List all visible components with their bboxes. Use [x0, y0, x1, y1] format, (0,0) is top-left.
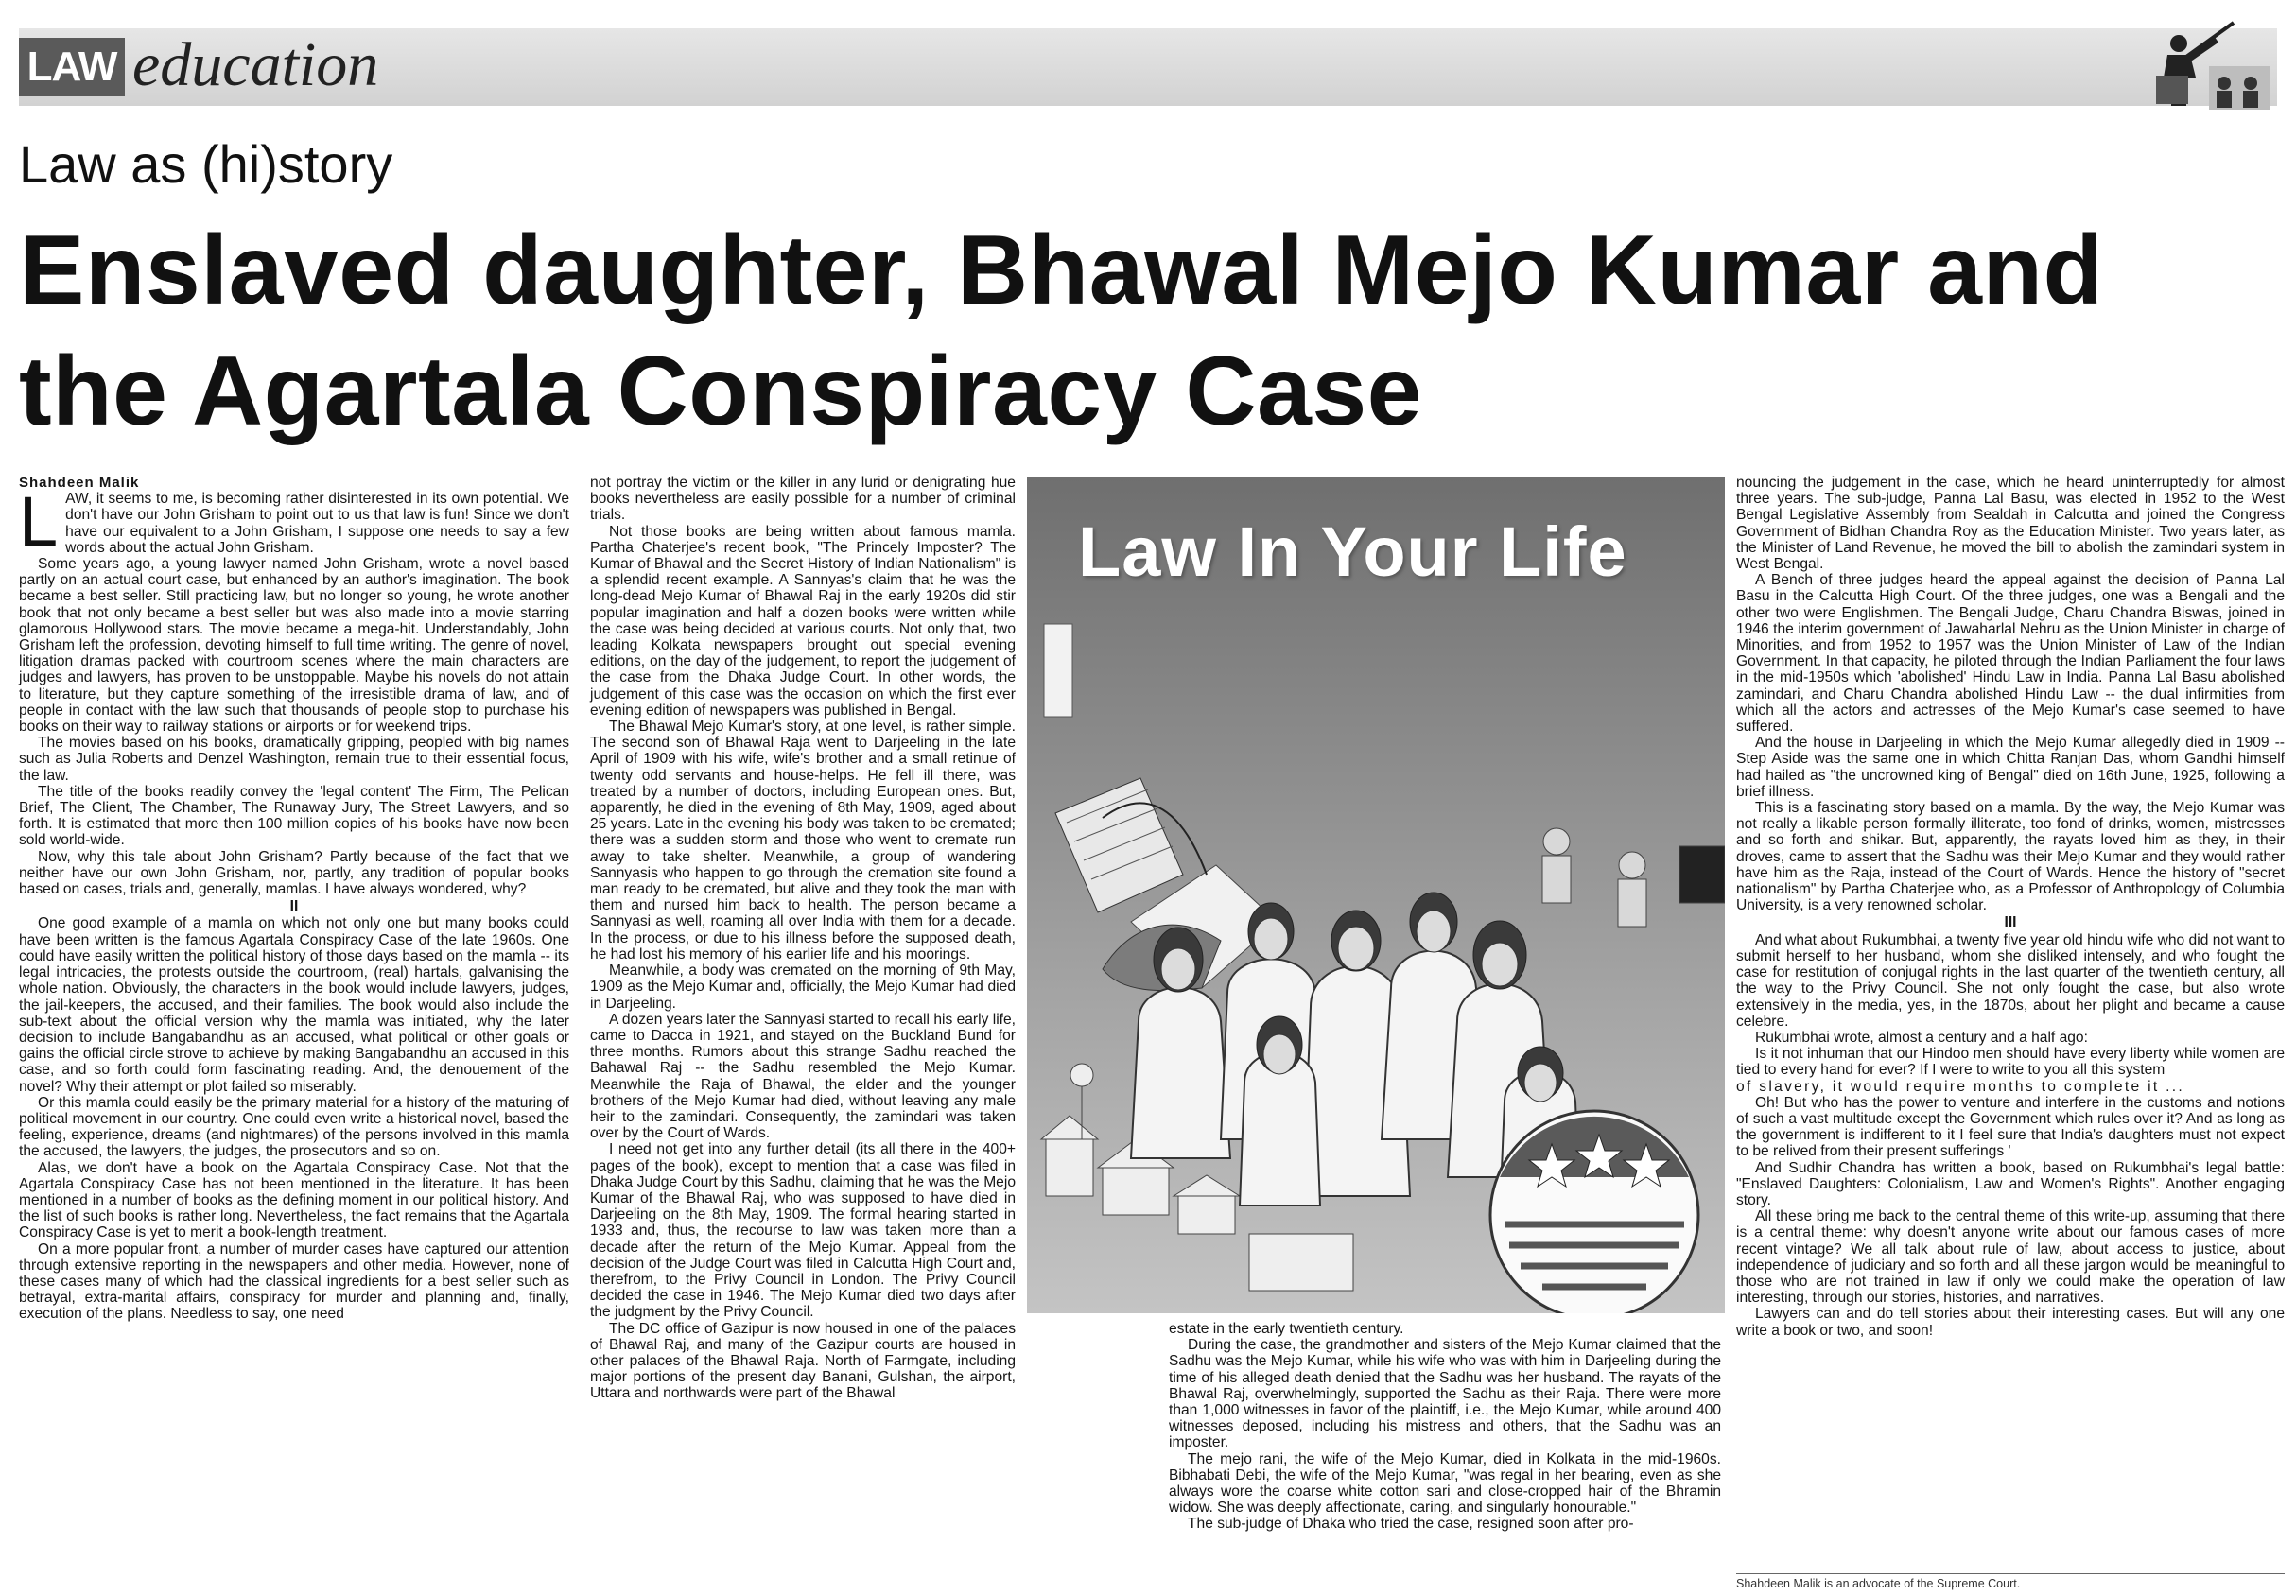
- quotation-paragraph: of slavery, it would require months to complete it ...: [1736, 1078, 2185, 1095]
- article-paragraph: A dozen years later the Sannyasi started to recall his early life, came to Dacca in 1921, and stayed on the Buckland Bund for three months. Rumors about this strange Sadhu reached the Bahawal Raj -- the Sadhu resembled the Mejo Kumar. Meanwhile the Raja of Bhawal, the elder and the younger brothers of the Mejo Kumar had died, without leaving any male heir to the zamindari. Consequently, the zamindari was taken over by the Court of Wards.: [590, 1011, 1016, 1142]
- illustration-law-in-your-life: [1027, 477, 1725, 1313]
- section-law-label: LAW: [19, 38, 125, 96]
- article-paragraph: The title of the books readily convey the 'legal content' The Firm, The Pelican Brief, The Client, The Chamber, The Runaway Jury, The Street Lawyers, and so forth. It is estimated that more then 100 million copies of his books have now been sold world-wide.: [19, 783, 569, 849]
- section-title: education: [132, 30, 379, 99]
- article-column-4: [1736, 475, 2285, 1339]
- article-paragraph: The mejo rani, the wife of the Mejo Kumar, died in Kolkata in the mid-1960s. Bibhabati Debi, the wife of the Mejo Kumar, "was regal in her bearing, even as she always wore the coarse white cotton sari and close-cropped hair of the Bhramin widow. She was deeply affectionate, caring, and singularly honourable.": [1169, 1450, 1721, 1517]
- article-paragraph: On a more popular front, a number of murder cases have captured our attention through extensive reporting in the newspapers and other media. However, none of these cases many of which had the classical ingredients for a best seller such as betrayal, extra-marital affairs, conspiracy for murder and planning and, finally, execution of the plans. Needless to say, one need: [19, 1240, 569, 1323]
- article-paragraph: And the house in Darjeeling in which the Mejo Kumar allegedly died in 1909 -- Step Aside was the same one in which Chitta Ranjan Das, whom Gandhi himself had hailed as "the uncrowned king of Bengal" died on 16th June, 1925, following a brief illness.: [1736, 735, 2285, 800]
- article-column-1: [19, 475, 569, 1323]
- article-paragraph: not portray the victim or the killer in any lurid or denigrating hue books nevertheless are easily possible for a number of criminal trials.: [590, 475, 1016, 524]
- article-column-3: [1169, 1321, 1721, 1533]
- kicker: Law as (hi)story: [19, 134, 393, 194]
- article-paragraph: This is a fascinating story based on a mamla. By the way, the Mejo Kumar was not really a likable person formally illiterate, too fond of drinks, women, mistresses and so forth and shikar. But, apparently, the rayats loved him as they, in their droves, came to assert that the Sadhu was their Mejo Kumar and they would rather have him as the Raja, instead of the Court of Wards. Hence the history of "secret nationalism" by Partha Chaterjee who, as a Professor of Anthropology of Columbia University, is a very renowned scholar.: [1736, 800, 2285, 914]
- drop-cap: L: [19, 482, 59, 562]
- article-paragraph: And what about Rukumbhai, a twenty five year old hindu wife who did not want to submit herself to her husband, whom she disliked intensely, and who fought the case for restitution of conjugal rights in the last quarter of the twentieth century, all the way to the Privy Council. She not only fought the case, but also wrote extensively in the media, yes, in the 1870s, about her plight and became a cause celebre.: [1736, 931, 2285, 1030]
- article-paragraph: estate in the early twentieth century.: [1169, 1321, 1404, 1337]
- quotation-paragraph: Is it not inhuman that our Hindoo men should have every liberty while women are tied to every hand for ever? If I were to write to you all this system: [1736, 1046, 2285, 1079]
- article-paragraph: During the case, the grandmother and sisters of the Mejo Kumar claimed that the Sadhu was the Mejo Kumar, while his wife who was with him in Darjeeling during the time of his alleged death denied that the Sadhu was her husband. The rayats of the Bhawal Raj, overwhelmingly, supported the Sadhu as their Raja. There were more than 1,000 witnesses in favor of the plaintiff, i.e., the Mejo Kumar, while around 400 witnesses deposed, including his mistress and others, that the Sadhu was an imposter.: [1169, 1337, 1721, 1451]
- illustration-drawing: [1027, 477, 1725, 1313]
- article-paragraph: Lawyers can and do tell stories about their interesting cases. But will any one write a book or two, and soon!: [1736, 1306, 2285, 1339]
- flag-badge-drawing: [1490, 1111, 1698, 1313]
- article-paragraph: nouncing the judgement in the case, which he heard uninterruptedly for almost three years. The sub-judge, Panna Lal Basu, was elected in 1952 to the West Bengal Legislative Assembly from Sealdah in Calcutta and joined the Congress Government of Bidhan Chandra Roy as the Education Minister. Two years later, as the Minister of Land Revenue, he moved the bill to abolish the zamindari system in West Bengal.: [1736, 475, 2285, 573]
- article-paragraph: The sub-judge of Dhaka who tried the case, resigned soon after pro-: [1188, 1516, 1634, 1533]
- article-paragraph: I need not get into any further detail (its all there in the 400+ pages of the book), except to mention that a case was filed in Dhaka Judge Court by this Sadhu, claiming that he was the Mejo Kumar of the Bhawal Raj, who was supposed to have died in Darjeeling on the 8th May, 1909. The formal hearing started in 1933 and, thus, the recourse to law was taken more than a decade after the return of the Mejo Kumar. Appeal from the decision of the Judge Court was filed in Calcutta High Court and, therefrom, to the Privy Council in London. The Privy Council decided the case in 1946. The Mejo Kumar died two days after the judgment by the Privy Council.: [590, 1141, 1016, 1321]
- article-paragraph: Or this mamla could easily be the primary material for a history of the maturing of political movement in our country. One could even write a historical novel, based the feeling, experience, dreams (and nightmares) of the persons involved in this mamla the accused, the lawyers, the judges, the prosecutors and so on.: [19, 1094, 569, 1160]
- section-numeral: II: [289, 898, 299, 915]
- article-paragraph: Alas, we don't have a book on the Agartala Conspiracy Case. Not that the Agartala Conspiracy Case has not been mentioned in the literature. It has been mentioned in a number of books as the defining moment in our political history. And the list of such books is rather long. Nevertheless, the fact remains that the Agartala Conspiracy Case is yet to merit a book-length treatment.: [19, 1159, 569, 1241]
- author-footnote: Shahdeen Malik is an advocate of the Supreme Court.: [1736, 1573, 2285, 1590]
- section-numeral: III: [2004, 914, 2017, 931]
- article-paragraph: The DC office of Gazipur is now housed in one of the palaces of Bhawal Raj, and many of the Gazipur courts are housed in other palaces of the Bhawal Raja. North of Farmgate, including major portions of the present day Banani, Gulshan, the airport, Uttara and northwards were part of the Bhawal: [590, 1320, 1016, 1402]
- article-paragraph: Rukumbhai wrote, almost a century and a half ago:: [1755, 1029, 2088, 1046]
- article-paragraph: All these bring me back to the central theme of this write-up, assuming that there is a central theme: why doesn't anyone write about our famous cases of more recent vintage? We all talk about rule of law, about access to justice, about independence of judiciary and so forth and all these jargon would be meaningful to those who are not trained in law if only we could make the operation of law interesting, through our stories, histories, and narratives.: [1736, 1208, 2285, 1307]
- teacher-pointing-icon: [2130, 19, 2271, 113]
- article-paragraph: Some years ago, a young lawyer named John Grisham, wrote a novel based partly on an actual court case, but enhanced by an author's imagination. The book became a best seller. Still practicing law, but no longer so young, he wrote another book that not only became a best seller but was also made into a movie starring glamorous Hollywood stars. The movie became a mega-hit. Understandably, John Grisham left the profession, devoting himself to full time writing. The genre of novel, litigation dramas packed with courtroom scenes where the main characters are judges and lawyers, has proven to be unstoppable. Maybe his novels do not attain to literature, but they capture something of the irresistible drama of law, and of people in contact with the law such that thousands of people stop to purchase his books on their way to railway stations or airports or for weekend trips.: [19, 556, 569, 736]
- article-paragraph: The movies based on his books, dramatically gripping, peopled with big names such as Julia Roberts and Denzel Washington, remain true to their essential focus, the law.: [19, 735, 569, 784]
- article-paragraph: One good example of a mamla on which not only one but many books could have been written is the famous Agartala Conspiracy Case of the late 1960s. One could have easily written the political history of those days based on the mamla -- its legal intricacies, the protests outside the courtroom, (real) hartals, galvanising the whole nation. Obviously, the characters in the book would include lawyers, judges, the jail-keepers, the accused, and their families. The book would also include the sub-text about the official version why the mamla was initiated, why the later decision to include Bangabandhu as an accused, what political or other goals or gains the official circle strove to achieve by making Bangabandhu an accused in this case, and so forth could form fascinating reading. And, the denouement of the novel? Why their attempt or plot failed so miserably.: [19, 915, 569, 1095]
- article-column-2: [590, 475, 1016, 1402]
- section-banner: [19, 28, 2277, 106]
- quotation-paragraph: Oh! But who has the power to venture and interfere in the customs and notions of such a vast multitude except the Government which rules over it? And as long as the government is indifferent to it I feel sure that India's daughters must not expect to be relived from their present sufferings ': [1736, 1094, 2285, 1160]
- byline: Shahdeen Malik: [19, 475, 140, 491]
- illustration-title: Law In Your Life: [1078, 512, 1627, 591]
- article-paragraph: LAW, it seems to me, is becoming rather disinterested in its own potential. We don't have our John Grisham to point out to us that law is fun! Since we don't have our equivalent to a John Grisham, I suppose one needs to say a few words about the actual John Grisham.: [19, 482, 569, 562]
- article-paragraph: A Bench of three judges heard the appeal against the decision of Panna Lal Basu in the Calcutta High Court. Of the three judges, one was a Bengali and the other two were Englishmen. The Bengali Judge, Charu Chandra Biswas, joined in 1946 the interim government of Jawaharlal Nehru as the Union Minister in charge of Minorities, and from 1952 to 1957 was the Union Minister of Law of the Indian Government. In that capacity, he piloted through the Indian Parliament the four laws in the mid-1950s which 'abolished' Hindu Law in India. Panna Lal Basu abolished zamindari, and Charu Chandra abolished Hindu Law -- the dual infirmities from which all the actors and actresses of the Mejo Kumar's case seemed to have suffered.: [1736, 572, 2285, 736]
- article-paragraph: Not those books are being written about famous mamla. Partha Chaterjee's recent book, "The Princely Imposter? The Kumar of Bhawal and the Secret History of Indian Nationalism" is a splendid recent example. A Sannyas's claim that he was the long-dead Mejo Kumar of Bhawal Raj in the early 1920s did stir popular imagination and half a dozen books were written while the case was being decided at various courts. Not only that, two leading Kolkata newspapers brought out special evening editions, on the day of the judgement, to report the judgement of the case from the Dhaka Judge Court. In other words, the judgement of this case was the occasion on which the first ever evening edition of newspapers was published in Bengal.: [590, 523, 1016, 719]
- article-paragraph: The Bhawal Mejo Kumar's story, at one level, is rather simple. The second son of Bhawal Raja went to Darjeeling in the late April of 1909 with his wife, wife's brother and a small retinue of twenty odd servants and house-helps. He fell ill there, was treated by a number of doctors, including European ones. But, apparently, he died in the evening of 8th May, 1909, aged about 25 years. Late in the evening his body was taken to be cremated; there was a sudden storm and those who went to cremate run away to take shelter. Meanwhile, a group of wandering Sannyasis who happen to go through the cremation site found a man ready to be cremated, but alive and they took the man with them and nursed him back to health. The person became a Sannyasi as well, roaming all over India with them for a decade. In the process, or due to his illness before the supposed death, he had lost his memory of his earlier life and his moorings.: [590, 719, 1016, 963]
- article-paragraph: And Sudhir Chandra has written a book, based on Rukumbhai's legal battle: "Enslaved Daughters: Colonialism, Law and Women's Rights". Another engaging story.: [1736, 1159, 2285, 1208]
- article-paragraph: Now, why this tale about John Grisham? Partly because of the fact that we neither have our own John Grisham, nor, partly, any tradition of popular books based on cases, trials and, generally, mamlas. I have always wondered, why?: [19, 848, 569, 898]
- headline: Enslaved daughter, Bhawal Mejo Kumar and the Agartala Conspiracy Case: [19, 216, 2104, 446]
- article-paragraph: Meanwhile, a body was cremated on the morning of 9th May, 1909 as the Mejo Kumar and, officially, the Mejo Kumar had died in Darjeeling.: [590, 963, 1016, 1012]
